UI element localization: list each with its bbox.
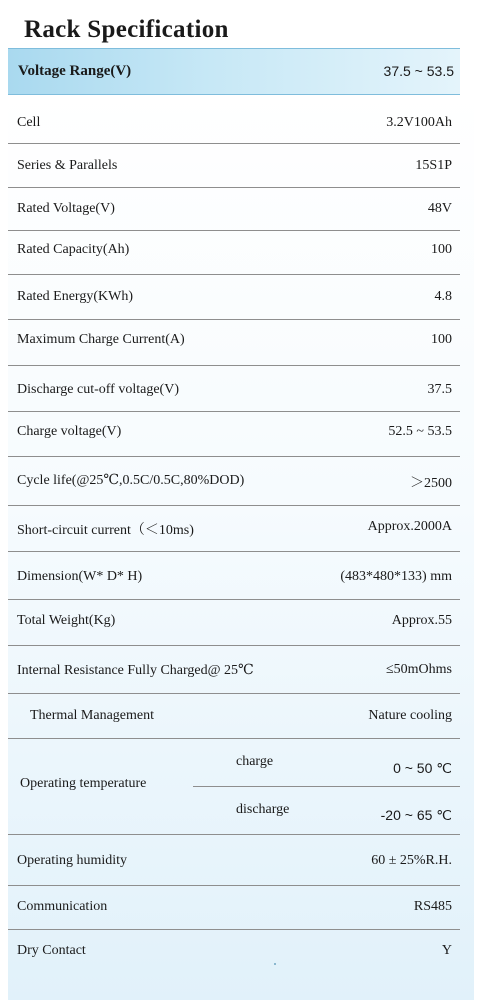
spec-row-operating-humidity [8, 835, 460, 886]
spec-label: Dry Contact [17, 943, 86, 958]
spec-label: Rated Energy(KWh) [17, 289, 133, 304]
operating-temperature-label: Operating temperature [20, 776, 147, 791]
spec-label: Maximum Charge Current(A) [17, 332, 185, 347]
spec-row-total-weight [8, 600, 460, 646]
spec-value: 4.8 [434, 289, 452, 304]
spec-row-communication [8, 886, 460, 930]
spec-value: Approx.55 [391, 613, 452, 628]
spec-value: ＞2500 [410, 476, 452, 491]
table-header-row [8, 48, 460, 95]
spec-row-cell [8, 94, 460, 144]
spec-label: Short-circuit current（＜10ms) [17, 523, 194, 538]
spec-row-dimension [8, 552, 460, 600]
header-label: Voltage Range(V) [18, 63, 132, 79]
spec-value: Y [441, 943, 452, 958]
spec-row-dry-contact [8, 930, 460, 975]
spec-label: Rated Capacity(Ah) [17, 242, 130, 257]
spec-row-series-parallels [8, 144, 460, 188]
spec-label: Charge voltage(V) [17, 424, 122, 439]
charge-temp-value: 0 ~ 50 ℃ [393, 760, 452, 776]
spec-value: 48V [427, 201, 452, 216]
discharge-temp-label: discharge [236, 802, 290, 817]
page-title: Rack Specification [24, 16, 229, 43]
charge-temp-label: charge [236, 754, 274, 769]
spec-value: 15S1P [415, 158, 452, 173]
spec-row-internal-resistance [8, 646, 460, 694]
decorative-dot [274, 963, 276, 965]
spec-row-charge-voltage [8, 412, 460, 457]
spec-label: Operating humidity [17, 853, 128, 868]
spec-row-operating-temperature [8, 739, 460, 835]
spec-label: Dimension(W* D* H) [17, 569, 143, 584]
spec-row-short-circuit [8, 506, 460, 552]
sub-row-divider [193, 786, 460, 787]
spec-row-rated-capacity [8, 231, 460, 275]
spec-value: 3.2V100Ah [386, 115, 452, 130]
spec-value: ≤50mOhms [385, 662, 452, 677]
spec-value: 60 ± 25%R.H. [371, 853, 452, 868]
spec-label: Series & Parallels [17, 158, 118, 173]
spec-label: Cycle life(@25℃,0.5C/0.5C,80%DOD) [17, 473, 245, 488]
spec-row-rated-voltage [8, 188, 460, 231]
spec-value: 100 [431, 332, 452, 347]
discharge-temp-value: -20 ~ 65 ℃ [380, 807, 452, 823]
spec-label: Communication [17, 899, 108, 914]
spec-label: Cell [17, 115, 41, 130]
spec-label: Internal Resistance Fully Charged@ 25℃ [17, 663, 254, 678]
spec-label: Discharge cut-off voltage(V) [17, 382, 179, 397]
spec-row-max-charge-current [8, 320, 460, 366]
spec-label: Rated Voltage(V) [17, 201, 115, 216]
spec-value: Nature cooling [368, 708, 452, 723]
spec-value: 52.5 ~ 53.5 [388, 424, 452, 439]
spec-value: (483*480*133) mm [340, 569, 452, 584]
spec-label: Thermal Management [30, 708, 155, 723]
spec-row-rated-energy [8, 275, 460, 320]
spec-label: Total Weight(Kg) [17, 613, 116, 628]
spec-value: 100 [431, 242, 452, 257]
spec-value: Approx.2000A [367, 519, 452, 534]
spec-row-thermal-management [8, 694, 460, 739]
spec-value: 37.5 [427, 382, 452, 397]
spec-row-discharge-cutoff [8, 366, 460, 412]
spec-value: RS485 [413, 899, 452, 914]
spec-row-cycle-life [8, 457, 460, 506]
header-value: 37.5 ~ 53.5 [383, 63, 454, 79]
